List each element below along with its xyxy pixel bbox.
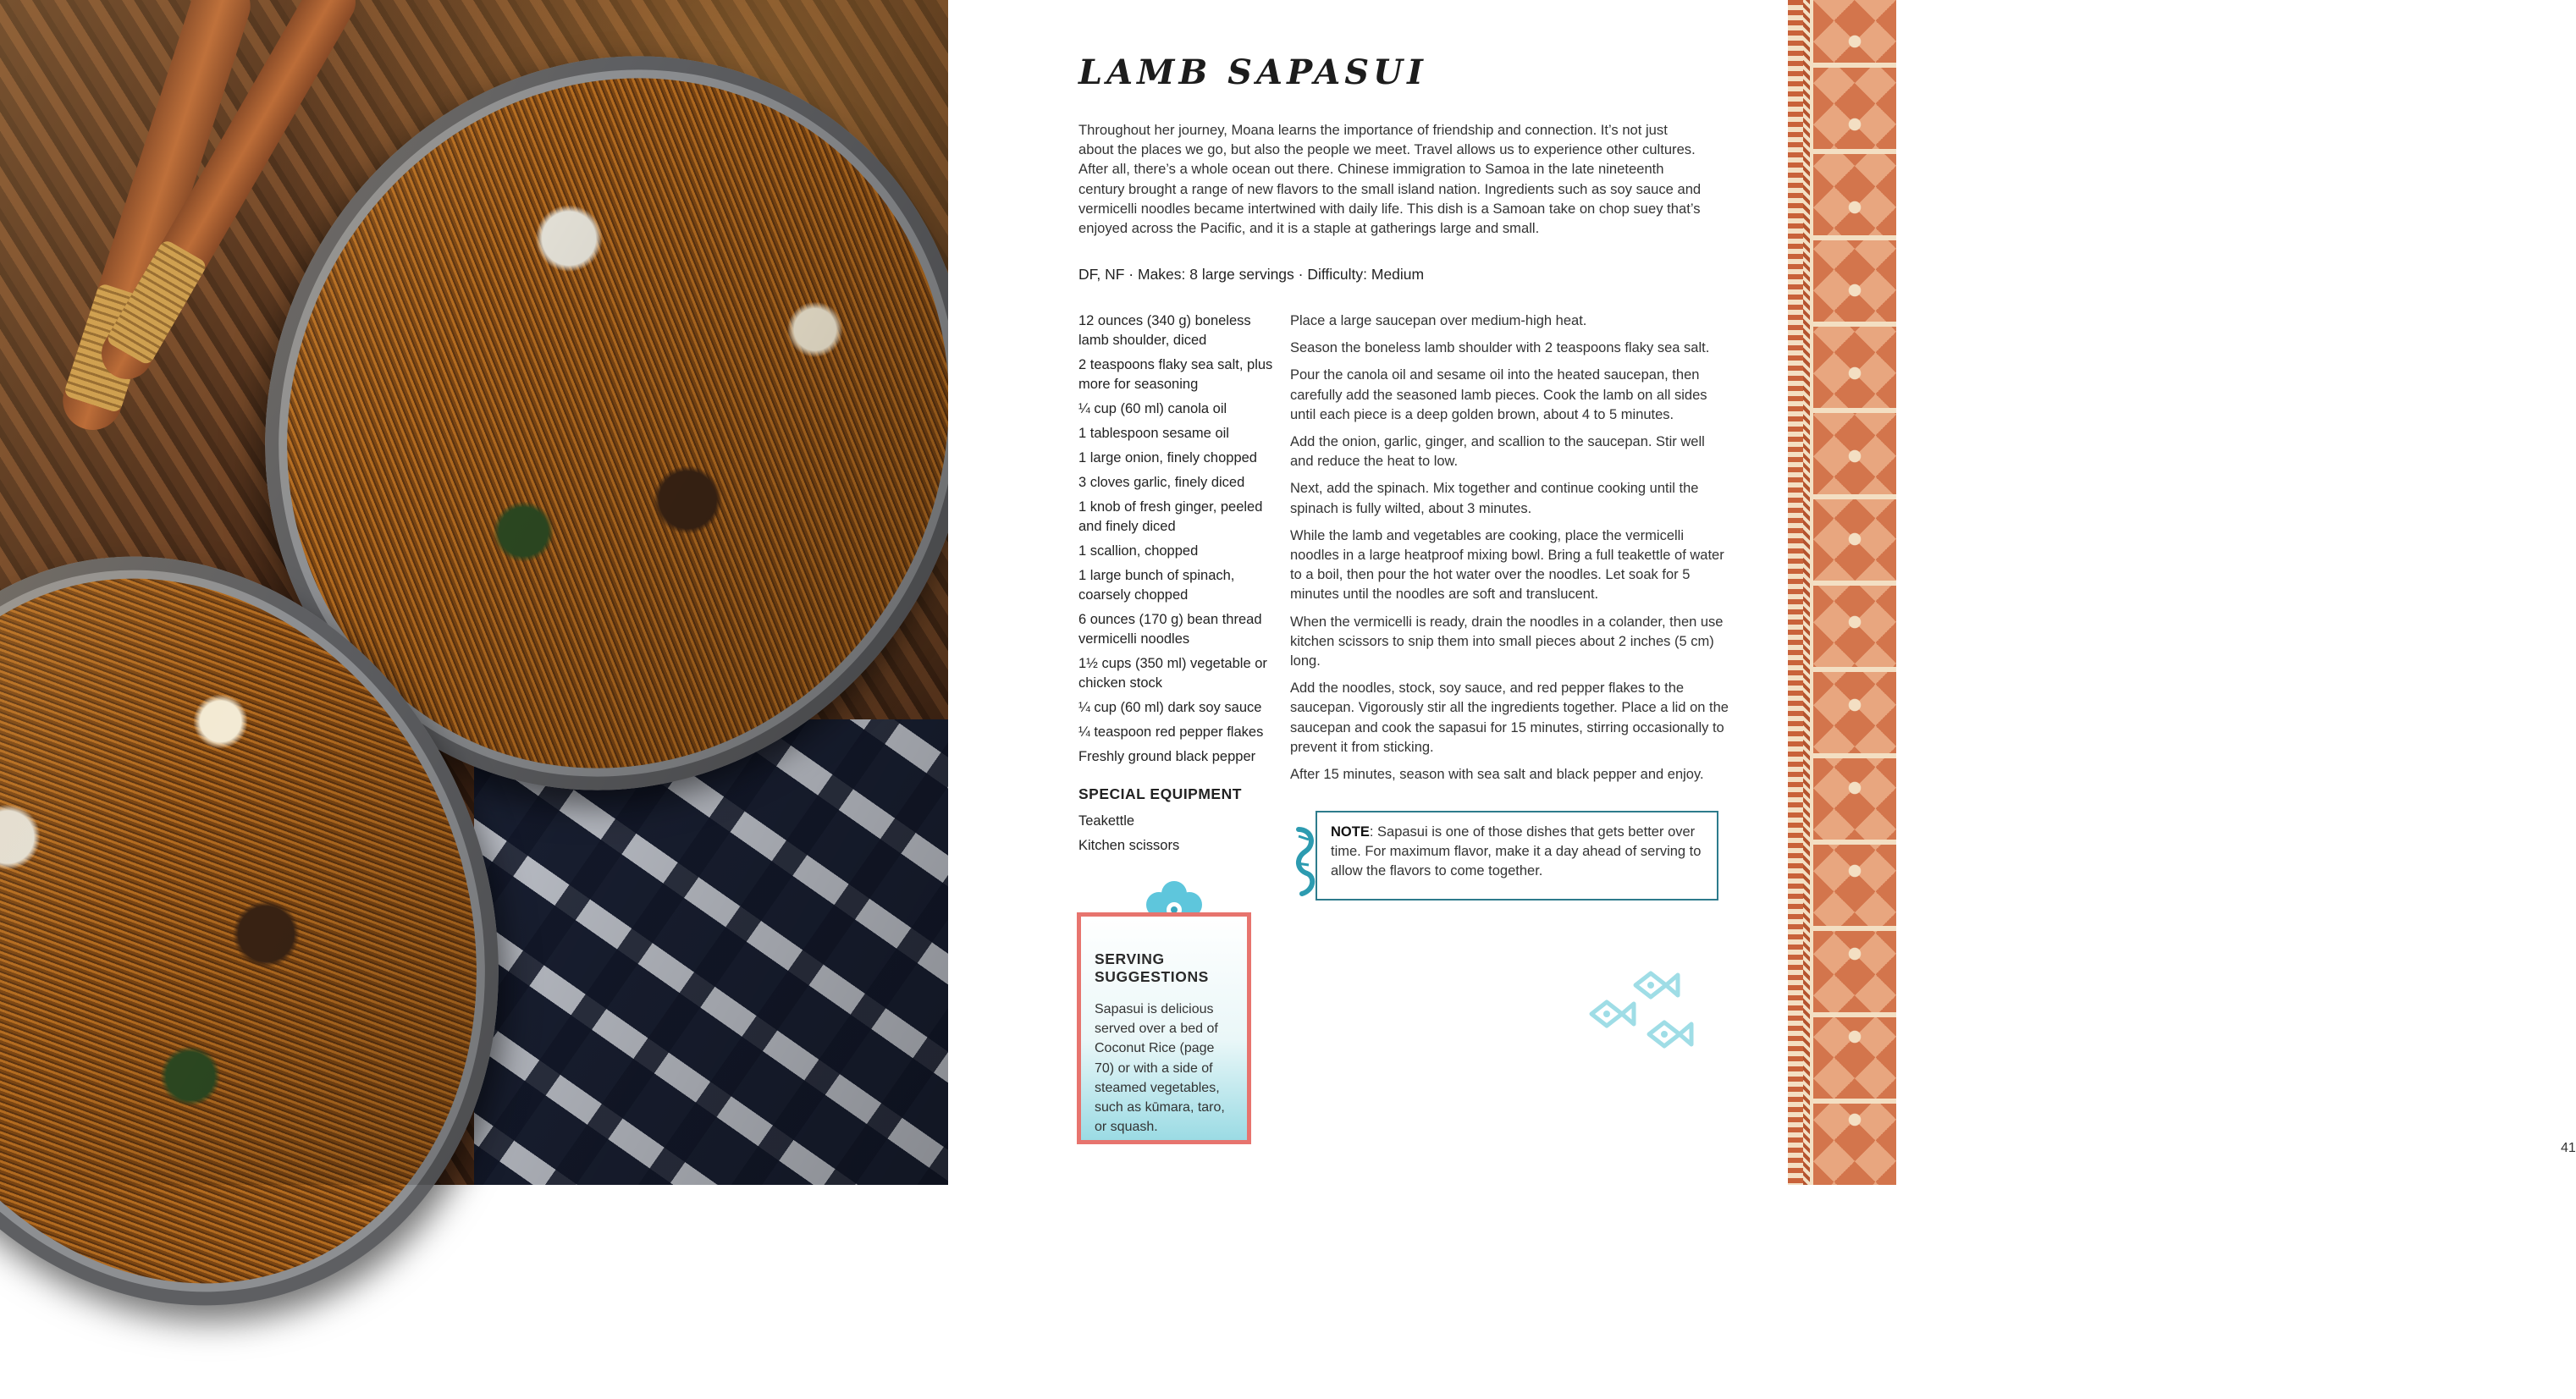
- step-item: Season the boneless lamb shoulder with 2 teaspoons flaky sea salt.: [1290, 340, 1710, 356]
- step-item: Add the onion, garlic, ginger, and scallion to the saucepan. Stir well and reduce the heat to low.: [1290, 434, 1705, 470]
- fish-motif-icon: [1585, 965, 1695, 1058]
- equipment-heading: SPECIAL EQUIPMENT: [1078, 785, 1242, 802]
- ingredient-item: 12 ounces (340 g) boneless lamb shoulder, diced: [1078, 313, 1251, 348]
- ingredient-item: ¼ cup (60 ml) dark soy sauce: [1078, 700, 1262, 715]
- ingredient-item: Freshly ground black pepper: [1078, 749, 1256, 764]
- serving-title: SERVING SUGGESTIONS: [1095, 950, 1209, 985]
- note-text: : Sapasui is one of those dishes that gets better over time. For maximum flavor, make it a day ahead of serving to allow the flavors to come together.: [1331, 824, 1702, 879]
- step-item: Add the noodles, stock, soy sauce, and red pepper flakes to the saucepan. Vigorously stir all the ingredients together. Place a lid on the saucepan and cook the sapasui for 15 minutes, stirring occasionally to prevent it from sticking.: [1290, 680, 1729, 755]
- ingredient-item: 1 knob of fresh ginger, peeled and finely diced: [1078, 499, 1263, 534]
- fish-hook-icon: [1290, 826, 1319, 899]
- ingredient-item: 1½ cups (350 ml) vegetable or chicken stock: [1078, 656, 1267, 691]
- recipe-page: [948, 0, 2576, 1185]
- step-item: Next, add the spinach. Mix together and continue cooking until the spinach is fully wilted, about 3 minutes.: [1290, 481, 1699, 516]
- equipment-item: Teakettle: [1078, 813, 1135, 829]
- ingredient-item: ¼ cup (60 ml) canola oil: [1078, 401, 1227, 416]
- recipe-meta: DF, NF · Makes: 8 large servings · Difficulty: Medium: [1078, 266, 1425, 283]
- serving-text: Sapasui is delicious served over a bed of Coconut Rice (page 70) or with a side of steamed vegetables, such as kūmara, taro, or squash.: [1095, 1002, 1225, 1135]
- recipe-title: LAMB SAPASUI: [1078, 52, 1427, 92]
- ingredient-item: 1 large onion, finely chopped: [1078, 450, 1257, 465]
- step-item: When the vermicelli is ready, drain the noodles in a colander, then use kitchen scissors to snip them into small pieces about 2 inches (5 cm) long.: [1290, 614, 1724, 669]
- ingredient-item: 2 teaspoons flaky sea salt, plus more for seasoning: [1078, 357, 1273, 392]
- step-item: Place a large saucepan over medium-high heat.: [1290, 313, 1587, 328]
- ingredient-list: [1078, 311, 1275, 772]
- note-label: NOTE: [1331, 824, 1370, 840]
- recipe-intro: Throughout her journey, Moana learns the importance of friendship and connection. It’s not just about the places we go, but also the people we meet. Travel allows us to experience other cultures. After all, there’s a whole ocean out there. Chinese immigration to Samoa in the late nineteenth century brought a range of new flavors to the small island nation. Ingredients such as soy sauce and vermicelli noodles became intertwined with daily life. This dish is a Samoan take on chop suey that’s enjoyed across the Pacific, and it is a staple at gatherings large and small.: [1078, 122, 1702, 237]
- equipment-list: [1078, 809, 1179, 858]
- ingredient-item: ¼ teaspoon red pepper flakes: [1078, 724, 1264, 740]
- ingredient-item: 3 cloves garlic, finely diced: [1078, 475, 1245, 490]
- serving-suggestions-box: [1077, 912, 1251, 1144]
- equipment-item: Kitchen scissors: [1078, 838, 1180, 853]
- note-box: [1316, 811, 1718, 901]
- step-item: While the lamb and vegetables are cooking, place the vermicelli noodles in a large heatproof mixing bowl. Bring a full teakettle of water to a boil, then pour the hot water over the noodles. Let soak for 5 minutes until the noodles are soft and translucent.: [1290, 527, 1724, 603]
- step-item: Pour the canola oil and sesame oil into the heated saucepan, then carefully add the seasoned lamb pieces. Cook the lamb on all sides until each piece is a deep golden brown, about 4 to 5 minutes.: [1290, 367, 1707, 422]
- ingredient-item: 6 ounces (170 g) bean thread vermicelli noodles: [1078, 612, 1262, 647]
- decorative-border: [1788, 0, 1896, 1185]
- instruction-steps: [1290, 311, 1730, 792]
- ingredient-item: 1 scallion, chopped: [1078, 543, 1199, 559]
- page-number: 41: [2561, 1141, 2576, 1155]
- ingredient-item: 1 tablespoon sesame oil: [1078, 426, 1229, 441]
- food-photo: [0, 0, 948, 1185]
- ingredient-item: 1 large bunch of spinach, coarsely chopped: [1078, 568, 1235, 603]
- step-item: After 15 minutes, season with sea salt and black pepper and enjoy.: [1290, 767, 1704, 783]
